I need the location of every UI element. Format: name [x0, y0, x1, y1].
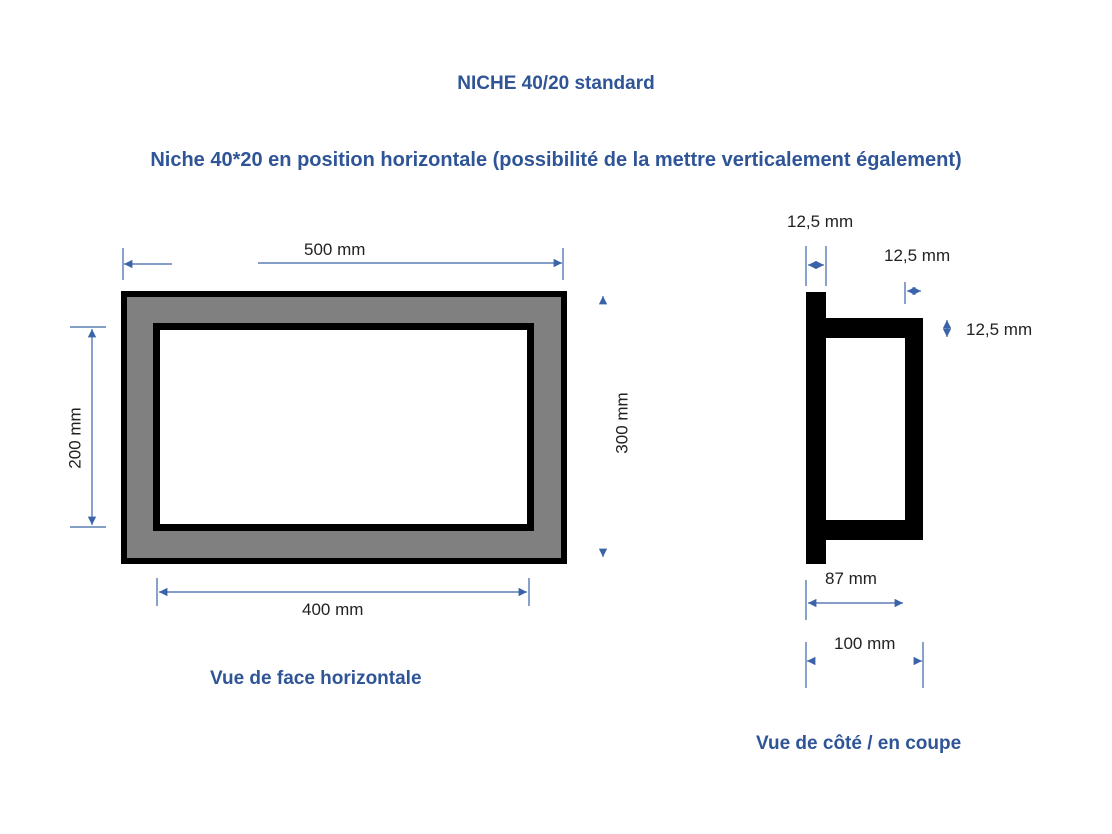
- side-flange: [806, 292, 826, 564]
- dim-200-label: 200 mm: [65, 407, 85, 469]
- front-view-drawing: [121, 291, 567, 564]
- side-dimension-lines: [806, 246, 947, 688]
- side-back-wall: [905, 318, 923, 540]
- front-view-caption: Vue de face horizontale: [210, 668, 422, 689]
- page-subtitle: Niche 40*20 en position horizontale (possibilité de la mettre verticalement également): [150, 149, 962, 171]
- dim-flange-label: 12,5 mm: [787, 212, 854, 231]
- dim-backwall-label: 12,5 mm: [884, 246, 951, 265]
- side-view-drawing: [806, 292, 923, 564]
- page-title: NICHE 40/20 standard: [457, 73, 655, 94]
- dim-300-label: 300 mm: [612, 392, 632, 454]
- dim-topwall-label: 12,5 mm: [966, 320, 1033, 339]
- dim-100-label: 100 mm: [834, 634, 896, 653]
- dim-400-label: 400 mm: [302, 600, 364, 619]
- front-inner-opening: [160, 330, 527, 524]
- dim-500-label: 500 mm: [304, 240, 366, 259]
- dim-87-label: 87 mm: [825, 569, 877, 588]
- side-view-caption: Vue de côté / en coupe: [756, 733, 962, 754]
